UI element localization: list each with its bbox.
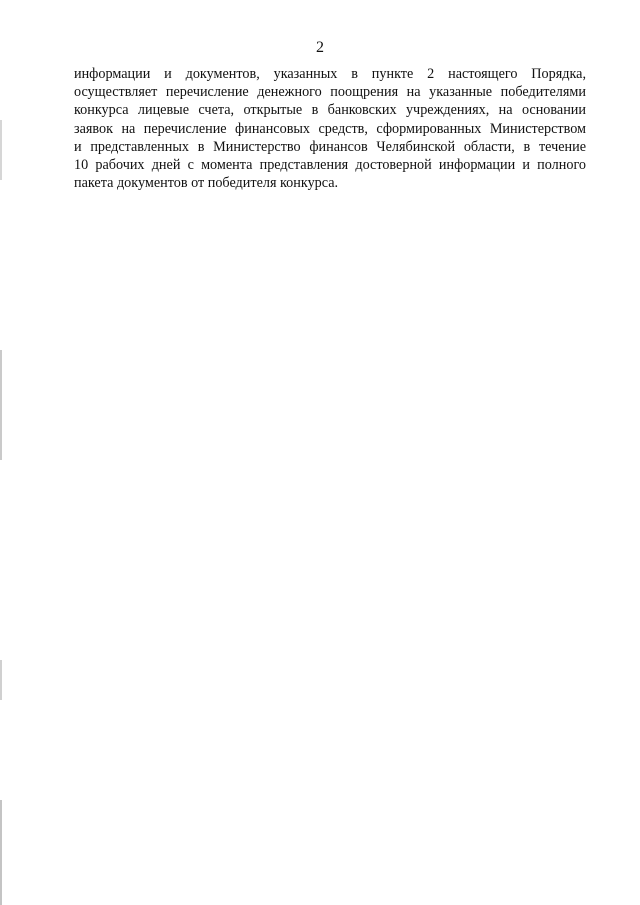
scan-edge-mark xyxy=(0,660,2,700)
text-line: конкурса лицевые счета, открытые в банковских учреждениях, на основании xyxy=(74,102,586,119)
text-line: пакета документов от победителя конкурса. xyxy=(74,175,339,192)
text-line: заявок на перечисление финансовых средств, сформированных Министерством xyxy=(74,120,586,137)
text-line: 10 рабочих дней с момента представления достоверной информации и полного xyxy=(74,157,586,174)
scan-edge-mark xyxy=(0,350,2,460)
scan-edge-mark xyxy=(0,800,2,905)
text-line: информации и документов, указанных в пункте 2 настоящего Порядка, xyxy=(74,66,586,82)
text-line: и представленных в Министерство финансов Челябинской области, в течение xyxy=(74,138,586,155)
text-line: осуществляет перечисление денежного поощрения на указанные победителями xyxy=(74,84,586,101)
scan-edge-mark xyxy=(0,120,2,180)
page-number: 2 xyxy=(316,39,324,56)
body-paragraph xyxy=(74,65,586,192)
